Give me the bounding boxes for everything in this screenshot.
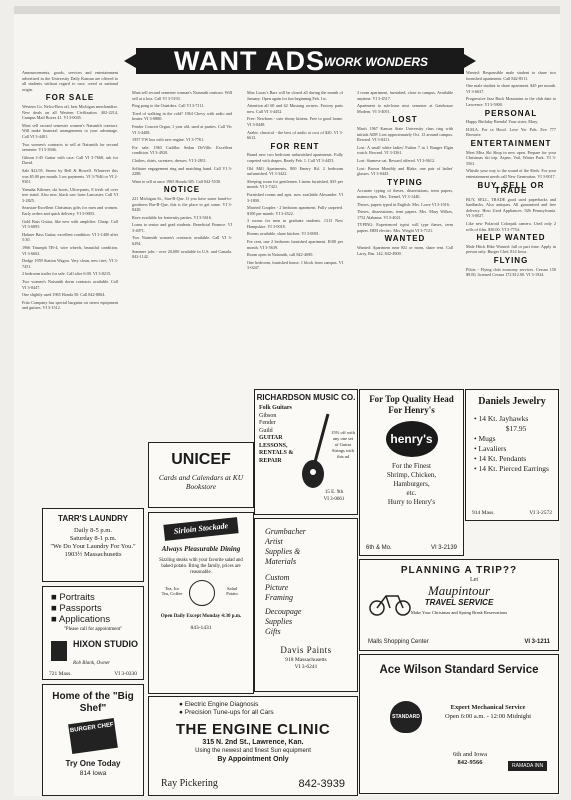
ad-phone: 843-1431 [190,624,212,631]
ad-note: Make Your Christmas and Spring Break Reservations [410,610,508,615]
ad-line: Hamburgers, [393,480,430,488]
ad-owner: Ray Pickering [161,778,218,789]
ad-line: 14 Kt. Pierced Earrings [478,464,549,473]
ad-title: Maupintour [427,583,491,598]
classified-item: Two women's contracts to sell at Naismith for second semester. VI 3-3946. [22,141,118,153]
ad-line: Salad Potato [226,586,238,596]
section-heading-for-sale: FOR SALE [45,93,95,103]
ad-line: Hurry to Henry's [387,498,436,506]
ad-promo: 15% off with any one set of Guitar Strings with this ad [331,430,355,459]
section-heading-help-wanted: HELP WANTED [476,233,546,243]
classified-item: Solitaire engagement ring and matching band. Call VI 3-2288. [132,165,232,177]
classified-item: Western Co. Nelco-Bros oil, best Michigan merchandise. New deals on all Western Civilization. 402-2214, Campus Mail Boxes 41. VI 3-0045. [22,103,118,121]
ad-title: Davis Paints [280,645,332,655]
ad-line: Supplies & [265,547,301,556]
classified-item: Married Couples - 2 bedroom apartment. Fully carpeted. $100 per month. VI 3-4522. [247,205,343,216]
ad-line: Picture [265,583,289,592]
banner-title: WANT ADS [174,46,325,76]
ad-title: TARR'S LAUNDRY [58,514,128,523]
classified-item: Yamaha Kilimer, ski boots, Ultra-pants, 8 fresh oil over tree stand. Also new, black saw from Lancaster. Call VI 3-2825. [22,186,118,203]
ad-title: THE ENGINE CLINIC [175,721,331,738]
ad-phone: VI 3-2139 [430,545,457,551]
ad-address: 918 Massachusetts [285,657,327,663]
ramada-logo: RAMADA INN [508,761,547,771]
ad-line: Custom [265,573,290,582]
bullet-icon: • [474,414,479,423]
ad-line: Applications [58,614,111,625]
ad-line: Portraits [59,592,95,603]
classified-item: 1966 Triumph TR-4, wire wheels, beautiful condition. VI 3-6602. [22,245,118,256]
banner-right-arrow [464,54,476,68]
guitar-icon [301,412,335,492]
henrys-logo: henry's [386,421,438,457]
ad-line: Tea, Ice Tea, Coffee [161,586,183,596]
classified-item: Wanted: Apartment near KU or mom, share rent. Call Larry, Rm. 142, 842-4900. [357,245,453,256]
classified-item: H.M.A. For ta Hood. Love Yer Pals. Eve 777 Brownie. [466,126,556,138]
bullet-icon: ■ [51,592,60,603]
bullet-icon: ■ [51,614,59,625]
classified-item: 3 room apartment, furnished, close to campus. Available anytime. VI 3-4517. [357,90,453,101]
ad-line: Grumbacher [265,527,306,536]
ad-location: 6th & Mo. [366,545,392,551]
ad-line: Materials [265,557,297,566]
ad-line: LESSONS, [259,442,288,449]
ad-line: Open 6:00 a.m. - 12:00 Midnight [444,713,532,720]
ad-title: Ace Wilson Standard Service [379,664,539,676]
classified-item: One bedroom, furnished house. 1 block from campus. VI 3-0247. [247,259,343,271]
page-top-band [14,6,560,14]
classified-item: For sale: 1963 Cadillac Sedan DeVille. Excellent condition. VI 3-4920. [132,144,232,156]
ad-title: HIXON STUDIO [73,639,139,649]
classified-item: Lost: Siamese cat. Reward offered. VI 3-0612. [357,157,436,163]
classified-column-5 [466,70,556,280]
standard-logo: STANDARD [390,701,422,733]
ad-line: Shrimp, Chicken, [386,471,437,479]
classified-item: Tired of walking in the cold? 1964 Chevy with radio and heater. VI 3-0880. [132,110,232,122]
ad-headline: For Top Quality Head For Henry's [369,394,454,415]
ad-line: Let [470,577,478,583]
ad-slogan: "We Do Your Laundry For You." [50,543,136,550]
classified-item: Hohner Bass Guitar, excellent condition. VI 3-1400 after 5:30. [22,231,118,243]
ad-phone: 842-9566 [457,759,483,766]
ad-line: Gibson [259,412,277,419]
classified-item: Furnished rooms and apts. now available Alexander. VI 3-1800. [247,191,343,203]
ad-line: 14 Kt. Jayhawks [478,414,529,423]
classified-item: TYPING: Experienced typist will type theses, term papers. IBM electric. Mrs. Wright VI 3-7121. [357,222,453,233]
ad-title: Daniels Jewelry [478,396,546,407]
classified-item: 221 Michigan St., Star-B-Que. If you have some hand-to-goodness Bar-B-Que, this is the place to get some. VI 3-8420. [132,195,232,213]
newspaper-page [14,6,560,796]
section-heading-wanted: WANTED [384,234,426,244]
classified-item: Sale $22.95. Stereo by Bell & Howell. Whatever this was $5.00 per month. Low payments. VI 3-7646 or VI 2-9301. [22,167,118,185]
classified-item: Clothes, shirts, sweaters, dresses. VI 3-2811. [132,157,207,163]
bullet-icon: • [474,444,479,453]
ad-title: UNICEF [171,451,231,468]
banner-box [136,48,464,74]
bullet-icon: ■ [51,603,60,614]
ad-line: Fender [259,420,276,426]
classified-item: Fritz Company has special bargains on stereo equipment and guitars. VI 3-1512. [22,299,118,311]
ad-line: RENTALS & [259,450,294,456]
ad-phone: VI 3-0661 [323,496,345,502]
ad-subtitle: Cards and Calendars at KU Bookstore [158,473,244,491]
ad-cta: Try One Today [65,759,121,768]
camera-icon [51,641,67,661]
ad-address: 814 Iowa [79,770,107,777]
ad-note: "Please call for appointment" [63,627,123,632]
ad-price: $17.95 [505,424,527,433]
bullet-icon: • [474,434,479,443]
classified-item: Must sell second semester women's Naismith contract. Will make financial arrangements to your advantage. Call VI 3-4401. [22,122,118,139]
ad-line: Folk Guitars [259,405,292,411]
ad-line: REPAIR [259,457,282,464]
classified-item: Ping pong to the Outriders. Call VI 3-7111. [132,103,205,109]
classified-item: Must sell second semester woman's Naismith contract. Will sell at a loss. Call VI 3-5193. [132,90,232,101]
ad-henrys [359,389,464,556]
sirloin-logo: Sirloin Stockade [163,517,238,541]
ad-sirloin-stockade [148,512,254,694]
ad-ace-wilson [359,654,559,794]
classified-item: Accurate typing of theses, dissertations, term papers, manuscripts. Mrs. Tremel, VI 3-1440. [357,188,453,199]
ad-line: For the Finest [392,462,431,470]
classified-column-1 [22,70,118,313]
classified-item: Theses, papers typed in English. Mrs. Lowe VI 3-1016. [357,201,450,207]
classified-item: Dodge 1959 Station Wagon. Very clean, new tires. VI 3-7451. [22,258,118,269]
ad-unicef [148,442,254,508]
classified-item: For rent, one 2 bedroom furnished apartment. $100 per month. VI 3-5639. [247,239,343,250]
ad-daniels-jewelry [465,389,559,521]
burger-chef-logo: BURGER CHEF [68,718,118,754]
ad-location: 6th and Iowa [453,751,487,758]
ad-location: Malls Shopping Center [368,639,429,645]
ad-hixon-studio [42,586,144,680]
classified-item: BUY, SELL, TRADE good used paperbacks and hardbacks. Also antiques. All guaranteed and free delivery. Hoss Used Appliances. 926 Pennsylvania. VI 3-0027. [466,196,556,219]
classified-item: Man's 1967 Kansas State University class ring with initials ADP. Lost approximately Oct. 13 around campus. Reward. VI 3-0411. [357,125,453,143]
classified-item: Brand new two bedroom unfurnished apartments. Fully carpeted with drapes. Ready Feb. 1. Call VI 3-4453. [247,152,343,163]
classified-column-3 [247,90,343,273]
classified-column-2 [132,90,232,262]
classified-item: Two women's Naismith dorm contracts available. Call VI 3-0447. [22,279,118,290]
classified-item: 2 bedroom trailer for sale. Call after 6:00. VI 3-8215. [22,271,112,277]
ad-address: 914 Mass. [472,510,495,516]
bullet-icon: ● [179,709,185,716]
classified-item: Apartment to sub-lease next semester at Gatehouse Modern. VI 3-4051. [357,103,453,114]
ad-line: Mugs [478,434,496,443]
ad-line: Daily 8-5 p.m. [74,527,112,534]
classified-item: Wanted: Responsible male student to share two furnished apartments. Call 842-8511. [466,70,556,81]
classified-notice: Announcements, goods, services and entertainment advertised in the University Daily Kansan are offered to all students without regard to race, creed or national origin. [22,70,118,92]
ad-line: Supplies [265,617,293,626]
classified-item: Lost: Brown Monthly and Blake, one pair of ladies' glasses. VI 3-0443. [357,165,453,177]
ad-line: Electric Engine Diagnosis [184,701,259,708]
classified-item: Max Lucas's Bars will be closed all during the month of January. Open again for fun beginning Feb. 1st. [247,90,343,101]
ad-line: Lavaliers [478,444,507,453]
ad-line: Passports [59,603,102,614]
classified-item: 1957 VW bus with new engine. VI 3-7761. [132,137,205,143]
classified-item: Whistle your way to the sound of the Sleds. For your entertainment needs call New Generation. VI 3-0017. [466,168,556,179]
ad-hours: Open Daily Except Monday 4:30 p.m. [160,614,242,619]
section-heading-typing: TYPING [387,177,423,187]
ad-subtitle: TRAVEL SERVICE [424,598,494,607]
ad-tarrs-laundry [42,508,144,582]
ad-phone: VI 3-0330 [114,671,137,677]
section-heading-buy-sell-trade: BUY, SELL OR TRADE [477,180,545,196]
ad-title: Home of the "Big Shef" [52,691,134,714]
classified-item: Room open in Naismith, call 842-4690. [247,252,314,258]
bullet-icon: ● [179,701,185,708]
ad-engine-clinic [148,696,358,796]
classified-item: Searsian-Excellent Christmas gifts for men and women. Early orders and quick delivery. VI 3-0003. [22,205,118,217]
ad-burger-chef [42,684,144,796]
ad-address: 721 Mass. [49,671,72,677]
ad-headline: PLANNING A TRIP?? [400,565,518,576]
classified-item: Meet Miss Ski Shop in new open. Prepare for your Christmas ski trip. Aspen, Vail, Winter Park. VI 3-5561. [466,149,556,166]
ad-phone: 842-3939 [298,778,345,790]
classified-item: One slightly used 1965 Honda 50. Call 842-8064. [22,292,106,298]
classified-item: Attention all 60 and 62 Mustang owners. Factory parts now. Call VI 3-4452. [247,103,343,114]
bullet-icon: • [474,464,479,473]
want-ads-banner [136,48,464,84]
ad-headline: Always Pleasurable Dining [161,545,241,553]
classified-item: Pilots - Flying club economy services. Cessna 150 $9.00, licensed Cessna 172 $12.00. VI 3-1924. [466,266,556,278]
ad-tagline: Using the newest and finest Sun equipment [195,748,311,754]
classified-item: Rooms available, share kitchen. VI 3-0081. [247,231,320,237]
bullet-icon: • [474,454,479,463]
ad-line: GUITAR [259,435,283,441]
ad-address: 315 N. 2nd St., Lawrence, Kan. [202,739,304,746]
ad-line: Decoupage [265,607,302,616]
plate-icon [189,580,215,606]
banner-subtitle: WORK WONDERS [324,55,428,69]
ad-phone: VI 3-2572 [529,510,552,516]
ad-line: Precision Tune-ups for all Cars [184,709,274,716]
ad-tagline: Rob Blank, Owner [73,661,111,666]
ad-address: 15 E. 9th [324,490,344,495]
section-heading-notice: NOTICE [163,185,201,195]
classified-item: 3 rooms for men in graduate students. 1313 New Hampshire. VI 3-0018. [247,218,343,229]
classified-item: One male student to share apartment. $45 per month. VI 3-6637. [466,83,556,94]
section-heading-entertainment: ENTERTAINMENT [470,138,552,148]
ad-phone: VI 3-6241 [294,664,318,670]
classified-item: Like new Polaroid Colorpak camera. Used only 2 rolls of film. $30.00. VI 3-7754. [466,221,556,232]
classified-item: Male Hitch Hike Wanted: full or part time. Apply in person only. Burger Chef, 814 Iowa. [466,243,556,255]
classified-item: Old Mill Apartments, 800 Emery Rd. 2 bedroom unfurnished. VI 3-3422. [247,165,343,177]
classified-item: Loans to senior and grad students. Beneficial Finance. VI 3-4071. [132,222,232,233]
ad-line: Artist [265,537,283,546]
section-heading-for-rent: FOR RENT [270,141,320,151]
classified-item: Happy Birthday Brenda! Your sister, Mary. [466,119,539,125]
classified-item: Summer jobs - over 20,000 available in U.S. and Canada. 842-1142. [132,248,232,260]
ad-richardson-music [254,389,358,515]
classified-item: Theses, dissertations, term papers. Mrs. Mary Wilkes, 1752 Alabama. VI 3-4021. [357,209,453,220]
ad-line: Saturday 8-1 p.m. [69,535,117,542]
section-heading-flying: FLYING [493,256,529,266]
classified-item: Want to sell at once 1965 Honda 305. Call 842-5530. [132,178,222,184]
ad-phone: VI 3-1211 [524,639,550,645]
classified-item: Gibson J-45 Guitar with case. Call VI 3-7668, ask for David. [22,154,118,166]
ad-line: 14 Kt. Pendants [478,454,527,463]
classified-item: Progressive Jazz Buck Mountains to the club date to Lawrence. VI 3-5900. [466,96,556,107]
classified-column-4 [357,90,453,258]
classified-item: Two Naismith women's contracts available. Call VI 3-6294. [132,235,232,247]
ad-line: etc. [406,489,417,497]
classified-item: Lost: A small white ladies' Fulton 7 in 1 Ranger Elgin watch. Reward. VI 3-3361. [357,144,453,156]
bicycle-icon [368,588,412,616]
classified-item: Fender Concert Organ, 1 year old, used at parties. Call Vic VI 3-4408. [132,123,232,135]
ad-line: By Appointment Only [217,756,289,763]
classified-item: Free: Newborn - cute ebony kittens. Free to good home. VI 3-0448. [247,116,343,127]
classified-item: Arabic classical - the best of audio at cost of $20. VI 3-6612. [247,129,343,141]
banner-left-arrow [124,54,136,68]
ad-davis-paints [254,518,358,692]
ad-line: Guild [259,427,273,434]
section-heading-lost: LOST [392,115,418,125]
ad-line: Framing [265,593,293,602]
classified-item: Rave available for fraternity parties. VI 3-5616. [132,214,212,220]
ad-title: RICHARDSON MUSIC CO. [256,393,356,402]
classified-item: Gold Bass Guitar, like new with amplifier. Cheap. Call VI 3-6895. [22,218,118,230]
section-heading-personal: PERSONAL [484,108,538,118]
ad-copy: Sizzling steaks with your favorite salad and baked potato. Bring the family, prices are reasonable. [159,558,243,575]
ad-maupintour [359,559,559,651]
ad-line: Expert Mechanical Service [450,704,526,711]
ad-address: 1903½ Massachusetts [64,551,122,558]
classified-item: Sleeping room for gentlemen. Linens furnished, $35 per month. VI 3-7421. [247,178,343,190]
ad-line: Gifts [265,627,281,636]
